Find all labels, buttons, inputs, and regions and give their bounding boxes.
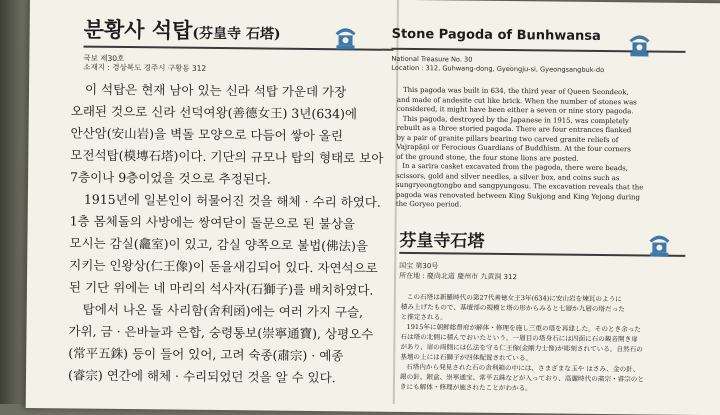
japanese-designation: 国宝 第30号	[399, 261, 439, 271]
korean-line: 이 석탑은 현재 남아 있는 신라 석탑 가운데 가장	[84, 81, 347, 100]
korean-title	[84, 14, 281, 46]
korean-para-2	[69, 188, 400, 301]
japanese-line: 石塔内から発見された石の舎利箱の中には、さまざまな玉や はさみ、金の針、	[406, 362, 640, 374]
english-para-1	[397, 86, 701, 118]
english-line: In a sarira casket excavated from the pagoda, there were beads,	[402, 161, 629, 173]
japanese-meta	[399, 262, 517, 282]
japanese-line: 基壇の上には石獅子が四体配置されている。	[400, 352, 533, 363]
english-para-2	[396, 114, 700, 165]
korean-body	[68, 78, 401, 389]
korean-line: 탑에서 나온 돌 사리함(舍利函)에는 여러 가지 구슬,	[82, 301, 364, 320]
korean-line: 지키는 인왕상(仁王像)이 돋을새김되어 있다. 자연석으로	[69, 257, 378, 276]
japanese-line: 1915年に朝鮮総督府が解体・修理を施し三重の塔を再建した。そのとき余った	[406, 322, 641, 334]
temple-emblem-icon	[647, 230, 671, 258]
information-board	[26, 0, 720, 415]
english-location: Location : 312, Guhwang-dong, Gyeongju-si, Gyeongsangbuk-do	[391, 63, 605, 75]
korean-line: 안산암(安山岩)을 벽돌 모양으로 다듬어 쌓아 올린	[70, 125, 344, 144]
english-line: the Goryeo period.	[395, 199, 462, 209]
english-title: Stone Pagoda of Bunhwansa	[391, 26, 601, 44]
korean-line: 가위, 금 · 은바늘과 은합, 숭령통보(崇寧通寶), 상평오수	[68, 323, 374, 342]
japanese-line: があり、扉の両側には仏法を守る仁王像(金剛力士像)が彫刻されている。自然石の	[400, 342, 643, 354]
japanese-title: 芬皇寺石塔	[399, 230, 485, 252]
korean-para-3	[68, 298, 399, 389]
english-line: of the ground stone, the four stone lions are posted.	[396, 152, 579, 163]
korean-line: 오래된 것으로 신라 선덕여왕(善德女王) 3년(634)에	[70, 103, 358, 122]
korean-designation: 국보 제30호	[83, 53, 125, 63]
english-line: considered, it might have been either a seven or nine story pagoda.	[396, 104, 634, 116]
japanese-line: きにも解体・修理が施されたことがわかる。	[399, 382, 532, 393]
korean-meta	[83, 54, 206, 73]
english-line: rebuilt as a three storied pagoda. There are four entrances flanked	[396, 123, 632, 135]
english-line: by a pair of granite pillars bearing two carved granite reliefs of	[396, 133, 619, 144]
korean-line: (睿宗) 연간에 해체 · 수리되었던 것을 알 수 있다.	[67, 367, 336, 386]
korean-line: (常平五銖) 등이 들어 있어, 고려 숙종(肅宗) · 예종	[68, 345, 344, 364]
japanese-line: この石塔は新羅時代の第27代善徳女王3年(634)に安山岩を煉瓦のように	[406, 292, 622, 304]
korean-title-text: 분황사 석탑	[83, 16, 193, 43]
japanese-para-2	[400, 322, 712, 365]
korean-line: 모시는 감실(龕室)이 있고, 감실 양쪽으로 불법(佛法)을	[69, 235, 369, 254]
english-body	[396, 86, 701, 213]
japanese-title-rule	[399, 252, 685, 257]
japanese-line: 積み上げたもので、基壇部の規模と塔の形からみると七層か九層の塔だった	[400, 302, 625, 314]
korean-line: 된 기단 위에는 네 마리의 석사자(石獅子)를 배치하였다.	[68, 279, 374, 298]
japanese-body	[400, 292, 713, 395]
temple-emblem-icon	[627, 30, 651, 58]
english-line: pagoda was renovated between King Sukjong and King Yejong during	[395, 190, 640, 201]
korean-line: 모전석탑(模塼石塔)이다. 기단의 규모나 탑의 형태로 보아	[70, 147, 384, 166]
korean-line: 1층 몸체돌의 사방에는 쌍여닫이 돌문으로 된 불상을	[69, 213, 356, 232]
temple-emblem-icon	[333, 23, 357, 51]
korean-location: 소재지 : 경상북도 경주시 구황동 312	[83, 62, 207, 73]
english-line: sungryeongtongbo and sangpyungosu. The excavation reveals that the	[396, 180, 644, 192]
korean-para-1	[70, 78, 401, 191]
korean-title-hanja: (芬皇寺 石塔)	[192, 25, 281, 43]
english-line: This pagoda, destroyed by the Japanese in 1915, was completely	[402, 114, 629, 125]
japanese-location: 所在地 : 慶尚北道 慶州市 九黄洞 312	[399, 271, 517, 281]
japanese-line: と推定される。	[400, 312, 447, 322]
english-designation: National Treasure No. 30	[391, 54, 473, 64]
japanese-line: 石は塔の北側に積んでおいたという。一層目の塔身石には四面に石の観音開き扉	[400, 332, 638, 344]
english-line: scissors, gold and silver needles, a silver box, and coins such as	[396, 171, 620, 182]
english-line: Vajrapāṇi or Ferocious Guardians of Buddhism. At the four corners	[396, 142, 631, 154]
japanese-para-1	[401, 292, 713, 325]
english-para-3	[396, 162, 700, 213]
japanese-para-3	[400, 362, 712, 395]
english-line: and made of andesite cut like brick. When the number of stones was	[396, 95, 637, 106]
english-line: This pagoda was built in 634, the third year of Queen Seondeok,	[402, 85, 629, 97]
english-meta	[391, 55, 604, 75]
japanese-line: 銀の針、銀盒、崇寧通宝、常平五銖などが入っており、高麗時代の粛宗・睿宗のと	[399, 372, 645, 384]
korean-line: 1915년에 일본인이 허물어진 것을 해체 · 수리 하였다.	[83, 191, 381, 210]
korean-line: 7층이나 9층이었을 것으로 추정된다.	[70, 169, 272, 187]
